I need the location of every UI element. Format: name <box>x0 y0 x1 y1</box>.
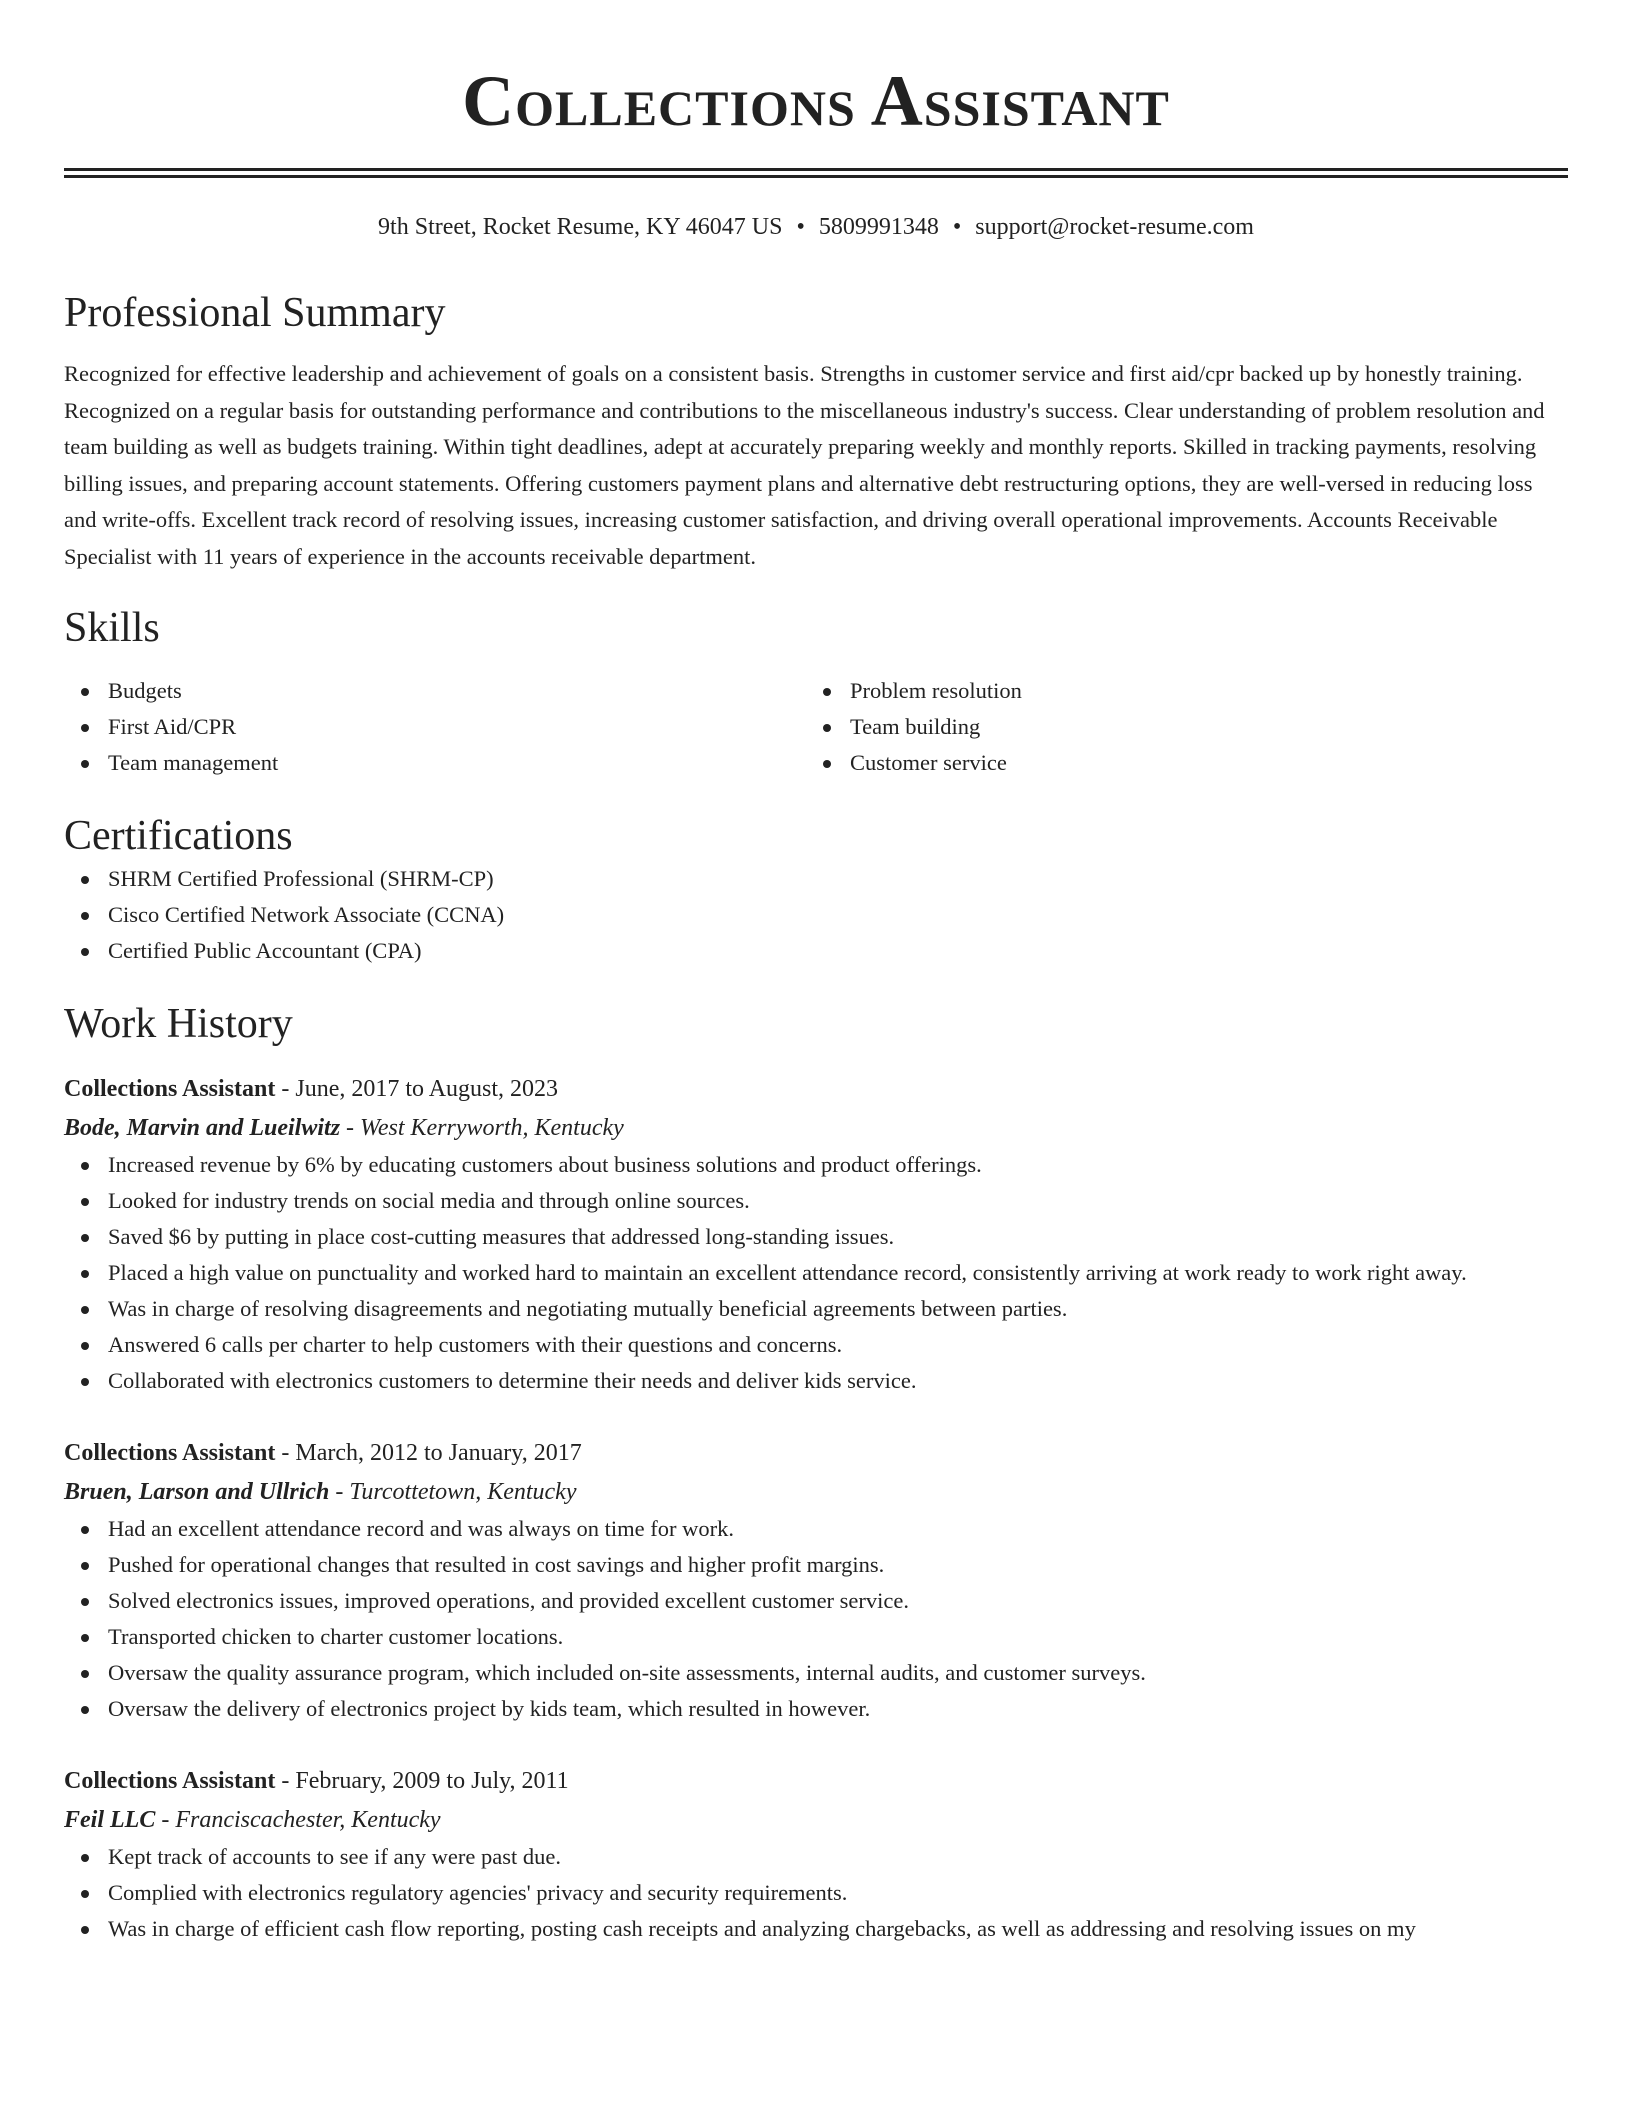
skills-grid <box>64 673 1568 781</box>
skills-column-left <box>64 673 806 781</box>
job-duty-item: Had an excellent attendance record and was always on time for work. <box>64 1511 1568 1547</box>
job-duty-item: Oversaw the delivery of electronics project by kids team, which resulted in however. <box>64 1691 1568 1727</box>
job-duty-item: Oversaw the quality assurance program, which included on-site assessments, internal audits, and customer surveys. <box>64 1655 1568 1691</box>
skill-item: Budgets <box>64 673 806 709</box>
job-company: Bode, Marvin and Lueilwitz <box>64 1115 341 1141</box>
job-entry <box>64 1069 1568 1399</box>
job-duties-list <box>64 1147 1568 1399</box>
job-company-line <box>64 1109 1568 1147</box>
certification-item: Cisco Certified Network Associate (CCNA) <box>64 897 1568 933</box>
job-company-line <box>64 1473 1568 1511</box>
certification-item: SHRM Certified Professional (SHRM-CP) <box>64 861 1568 897</box>
header-divider <box>64 168 1568 178</box>
job-role: Collections Assistant <box>64 1440 276 1466</box>
job-duties-list <box>64 1511 1568 1727</box>
job-header <box>64 1433 1568 1473</box>
contact-separator: • <box>796 214 805 240</box>
job-duty-item: Collaborated with electronics customers to determine their needs and deliver kids service. <box>64 1363 1568 1399</box>
job-duty-item: Transported chicken to charter customer locations. <box>64 1619 1568 1655</box>
job-duty-item: Looked for industry trends on social media and through online sources. <box>64 1183 1568 1219</box>
job-company: Bruen, Larson and Ullrich <box>64 1479 330 1505</box>
skills-column-right <box>806 673 1548 781</box>
skill-item: Team management <box>64 745 806 781</box>
job-duties-list <box>64 1839 1568 1947</box>
contact-phone: 5809991348 <box>818 214 939 240</box>
skills-heading: Skills <box>64 605 160 651</box>
job-duty-item: Kept track of accounts to see if any were past due. <box>64 1839 1568 1875</box>
skill-item: Customer service <box>806 745 1548 781</box>
job-header <box>64 1069 1568 1109</box>
summary-heading: Professional Summary <box>64 290 446 336</box>
job-dates: - February, 2009 to July, 2011 <box>275 1768 569 1794</box>
certification-item: Certified Public Accountant (CPA) <box>64 933 1568 969</box>
summary-text: Recognized for effective leadership and achievement of goals on a consistent basis. Strengths in customer service and first aid/cpr backed up by honestly training. Recognized on a regular basis for outstanding performance and contributions to the miscellaneous industry's success. Clear understanding of problem resolution and team building as well as budgets training. Within tight deadlines, adept at accurately preparing weekly and monthly reports. Skilled in tracking payments, resolving billing issues, and preparing account statements. Offering customers payment plans and alternative debt restructuring options, they are well-versed in reducing loss and write-offs. Excellent track record of resolving issues, increasing customer satisfaction, and driving overall operational improvements. Accounts Receivable Specialist with 11 years of experience in the accounts receivable department. <box>64 361 1545 569</box>
contact-line <box>64 212 1568 242</box>
contact-address: 9th Street, Rocket Resume, KY 46047 US <box>378 214 783 240</box>
job-dates: - June, 2017 to August, 2023 <box>275 1076 559 1102</box>
skill-item: Problem resolution <box>806 673 1548 709</box>
job-duty-item: Answered 6 calls per charter to help customers with their questions and concerns. <box>64 1327 1568 1363</box>
job-entry <box>64 1761 1568 1947</box>
job-dates: - March, 2012 to January, 2017 <box>275 1440 582 1466</box>
job-entry <box>64 1433 1568 1727</box>
job-location: - Franciscachester, Kentucky <box>155 1807 441 1833</box>
certifications-heading: Certifications <box>64 813 293 859</box>
job-duty-item: Solved electronics issues, improved operations, and provided excellent customer service. <box>64 1583 1568 1619</box>
job-duty-item: Pushed for operational changes that resulted in cost savings and higher profit margins. <box>64 1547 1568 1583</box>
job-location: - Turcottetown, Kentucky <box>329 1479 577 1505</box>
job-duty-item: Was in charge of resolving disagreements and negotiating mutually beneficial agreements between parties. <box>64 1291 1568 1327</box>
job-duty-item: Complied with electronics regulatory agencies' privacy and security requirements. <box>64 1875 1568 1911</box>
job-role: Collections Assistant <box>64 1768 276 1794</box>
job-duty-item: Saved $6 by putting in place cost-cutting measures that addressed long-standing issues. <box>64 1219 1568 1255</box>
job-duty-item: Placed a high value on punctuality and worked hard to maintain an excellent attendance record, consistently arriving at work ready to work right away. <box>64 1255 1568 1291</box>
job-duty-item: Was in charge of efficient cash flow reporting, posting cash receipts and analyzing chargebacks, as well as addressing and resolving issues on my <box>64 1911 1568 1947</box>
job-location: - West Kerryworth, Kentucky <box>340 1115 624 1141</box>
job-company-line <box>64 1801 1568 1839</box>
job-company: Feil LLC <box>64 1807 156 1833</box>
contact-email: support@rocket-resume.com <box>975 214 1254 240</box>
job-header <box>64 1761 1568 1801</box>
contact-separator: • <box>952 214 962 240</box>
resume-name: Collections Assistant <box>462 61 1170 141</box>
job-role: Collections Assistant <box>64 1076 276 1102</box>
work-history-heading: Work History <box>64 1001 293 1047</box>
certifications-list <box>64 861 1568 969</box>
skill-item: Team building <box>806 709 1548 745</box>
job-duty-item: Increased revenue by 6% by educating customers about business solutions and product offerings. <box>64 1147 1568 1183</box>
skill-item: First Aid/CPR <box>64 709 806 745</box>
